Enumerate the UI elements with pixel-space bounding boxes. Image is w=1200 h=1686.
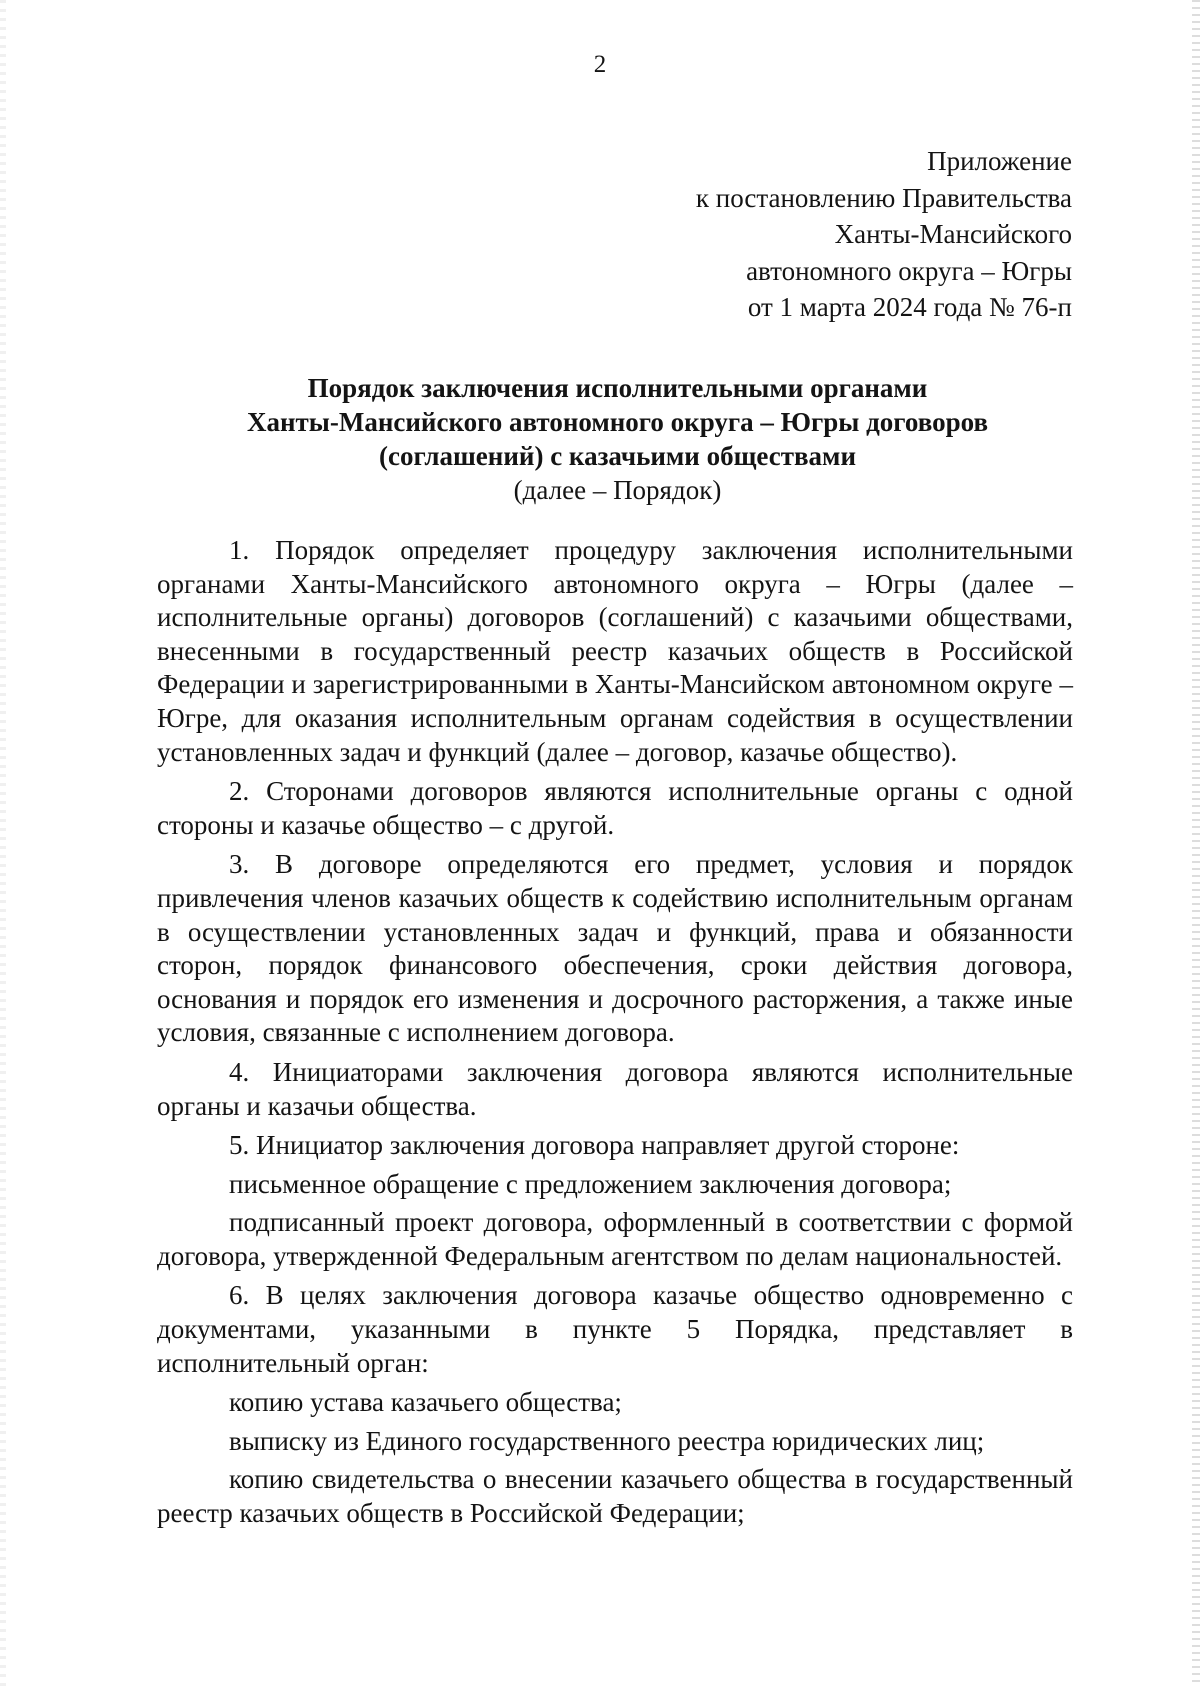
scan-edge-left	[0, 0, 6, 1686]
title-line: Порядок заключения исполнительными органами	[307, 373, 928, 403]
appendix-line: Приложение	[927, 146, 1072, 176]
paragraph-6-item-2: выписку из Единого государственного реестра юридических лиц;	[229, 1425, 985, 1456]
appendix-line: Ханты-Мансийского	[834, 219, 1072, 249]
document-body	[157, 534, 1073, 1537]
paragraph-5-item-2: подписанный проект договора, оформленный в соответствии с формой договора, утвержденной Федеральным агентством по делам национальностей.	[157, 1207, 1073, 1271]
title-line: (соглашений) с казачьими обществами	[379, 441, 856, 471]
page-number: 2	[593, 51, 607, 78]
document-title	[160, 371, 1075, 507]
paragraph-2: 2. Сторонами договоров являются исполнительные органы с одной стороны и казачье общество – с другой.	[157, 776, 1073, 840]
appendix-line: к постановлению Правительства	[695, 182, 1072, 213]
paragraph-4: 4. Инициаторами заключения договора являются исполнительные органы и казачьи общества.	[157, 1056, 1073, 1121]
paragraph-6-item-1: копию устава казачьего общества;	[229, 1387, 622, 1418]
paragraph-5: 5. Инициатор заключения договора направляет другой стороне:	[229, 1130, 960, 1161]
appendix-block	[552, 143, 1072, 326]
title-subtitle: (далее – Порядок)	[513, 475, 722, 505]
title-line: Ханты-Мансийского автономного округа – Югры договоров	[246, 407, 989, 437]
appendix-line: автономного округа – Югры	[746, 255, 1072, 286]
scan-edge-right	[1192, 0, 1200, 1686]
paragraph-1: 1. Порядок определяет процедуру заключения исполнительными органами Ханты-Мансийского автономного округа – Югры (далее – исполнительные органы) договоров (соглашений) с казачьими обществами, внесенными в государственный реестр казачьих обществ в Российской Федерации и зарегистрированными в Ханты-Мансийском автономном округе – Югре, для оказания исполнительным органам содействия в осуществлении установленных задач и функций (далее – договор, казачье общество).	[157, 535, 1073, 767]
paragraph-6: 6. В целях заключения договора казачье общество одновременно с документами, указанными в пункте 5 Порядка, представляет в исполнительный орган:	[157, 1280, 1073, 1378]
appendix-line: от 1 марта 2024 года № 76-п	[747, 292, 1072, 322]
paragraph-3: 3. В договоре определяются его предмет, условия и порядок привлечения членов казачьих обществ к содействию исполнительным органам в осуществлении установленных задач и функций, права и обязанности сторон, порядок финансового обеспечения, сроки действия договора, основания и порядок его изменения и досрочного расторжения, а также иные условия, связанные с исполнением договора.	[157, 849, 1073, 1048]
paragraph-5-item-1: письменное обращение с предложением заключения договора;	[229, 1168, 952, 1199]
paragraph-6-item-3: копию свидетельства о внесении казачьего общества в государственный реестр казачьих обществ в Российской Федерации;	[157, 1464, 1073, 1529]
